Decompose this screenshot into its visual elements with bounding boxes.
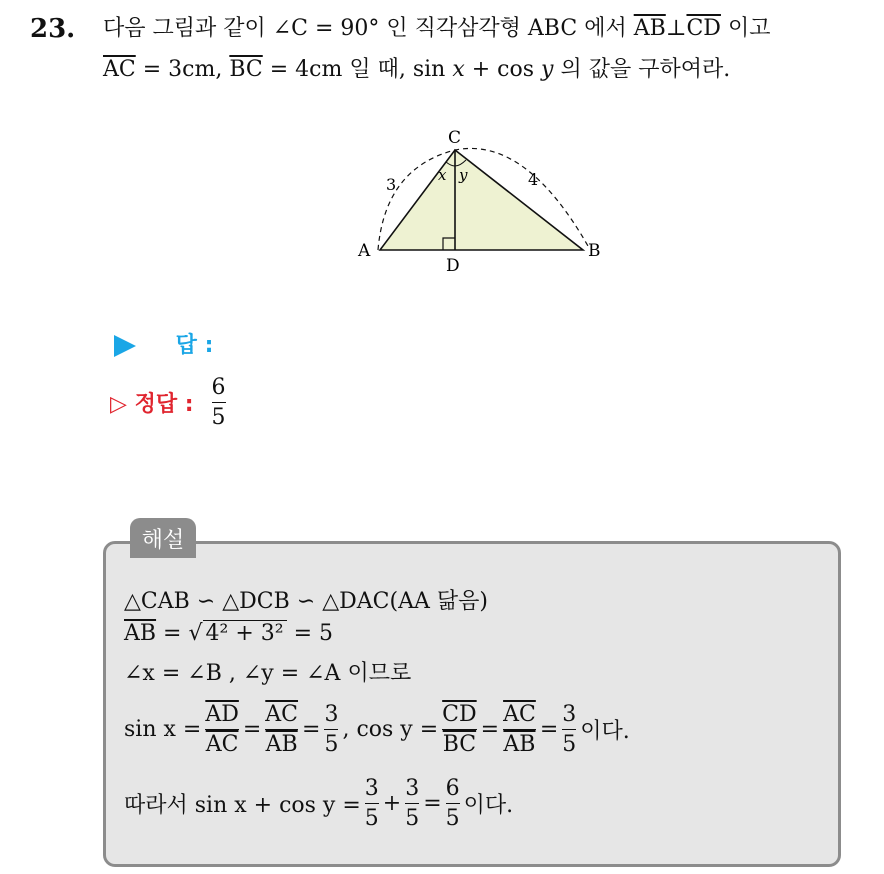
line-end: 이다. [580,719,630,744]
equals-sign: = [423,791,442,816]
sin-x-label: sin x = [124,717,202,742]
fraction-ad-ac [205,702,239,757]
fraction-3-5 [324,702,338,757]
explanation-line-5 [124,776,513,831]
fraction-6-5 [446,776,460,831]
explanation-line-4: sin x = $\frac{\overline{AD}}{AC}$ = $\frac{\overline{AC}}{AB}$ = 3 5 , cos y = $\frac{\overline{CD}}{BC}$ = $\frac{\overline{AC}}{AB}$ = 3 5 이다. [124,702,630,757]
var-y: y [541,57,554,82]
answer-label: 답 : [175,333,214,358]
numerator: 6 [445,776,460,801]
question-text: 다음 그림과 같이 ∠C = 90° 인 직각삼각형 ABC 에서 [103,16,634,41]
triangle-abc [380,150,583,250]
plus-sign: + [382,791,402,816]
label-c: C [448,128,462,148]
conclusion-label: 따라서 sin x + cos y = [124,793,361,818]
numerator: $\overline{AC}$ [265,702,299,727]
explanation-line-1: △CAB ∽ △DCB ∽ △DAC(AA 닮음) [124,589,488,614]
segment-bc: $\overline{BC}$ [229,57,263,82]
play-arrow-icon [112,333,138,359]
numerator: 3 [324,702,339,727]
question-text: = 3cm, [135,57,230,82]
denominator: BC [442,732,477,757]
fraction-3-5-2 [562,702,576,757]
label-side-bc: 4 [528,170,539,189]
explanation-line-2 [124,620,333,646]
denominator: 5 [324,732,339,757]
line-end: 이다. [463,793,514,818]
explanation-line-3: ∠x = ∠B , ∠y = ∠A 이므로 [124,661,412,686]
question-line-1 [103,14,770,44]
explanation-tab: 해설 [130,518,196,558]
fraction-denominator: 5 [211,405,226,430]
segment-cd: $\overline{CD}$ [686,16,721,41]
perp-symbol: ⊥ [665,16,687,41]
denominator: AB [265,732,298,757]
segment-ab: $\overline{AB}$ [633,16,666,41]
segment-ac: $\overline{AC}$ [103,57,136,82]
fraction-ac-ab-2 [503,702,536,757]
label-a: A [358,241,371,261]
label-angle-x: x [438,166,447,184]
radicand: 4² + 3² [203,620,287,646]
question-text: 이고 [720,16,771,41]
question-text: 의 값을 구하여라. [553,57,731,82]
label-angle-y: y [459,166,468,184]
fraction-3-5-b [405,776,419,831]
segment-ab: $\overline{AB}$ [124,621,157,646]
fraction-3-5-a [365,776,379,831]
sqrt-symbol: √ [188,621,203,646]
numerator: 3 [405,776,420,801]
numerator: $\overline{CD}$ [442,702,477,727]
correct-answer-label: ▷ 정답 : [110,392,194,417]
label-side-ac: 3 [386,175,397,194]
question-text: = 4cm 일 때, sin [262,57,453,82]
denominator: 5 [364,806,379,831]
denominator: 5 [445,806,460,831]
result: = 5 [286,621,333,646]
question-text: + cos [464,57,542,82]
denominator: AC [205,732,239,757]
denominator: AB [503,732,536,757]
equals: = [156,621,189,646]
fraction-cd-bc [442,702,476,757]
fraction-ac-ab [265,702,298,757]
numerator: $\overline{AC}$ [503,702,536,727]
triangle-figure [350,128,620,278]
fraction-numerator: 6 [211,375,226,400]
denominator: 5 [562,732,577,757]
question-number: 23. [30,14,76,44]
denominator: 5 [405,806,420,831]
numerator: $\overline{AD}$ [205,702,239,727]
var-x: x [452,57,465,82]
numerator: 3 [364,776,379,801]
numerator: 3 [562,702,577,727]
correct-answer-row [110,375,226,430]
cos-y-label: , cos y = [342,717,439,742]
label-b: B [588,241,601,261]
answer-row [112,328,213,359]
question-line-2 [103,55,730,85]
correct-answer-fraction [212,375,226,430]
label-d: D [446,256,460,276]
